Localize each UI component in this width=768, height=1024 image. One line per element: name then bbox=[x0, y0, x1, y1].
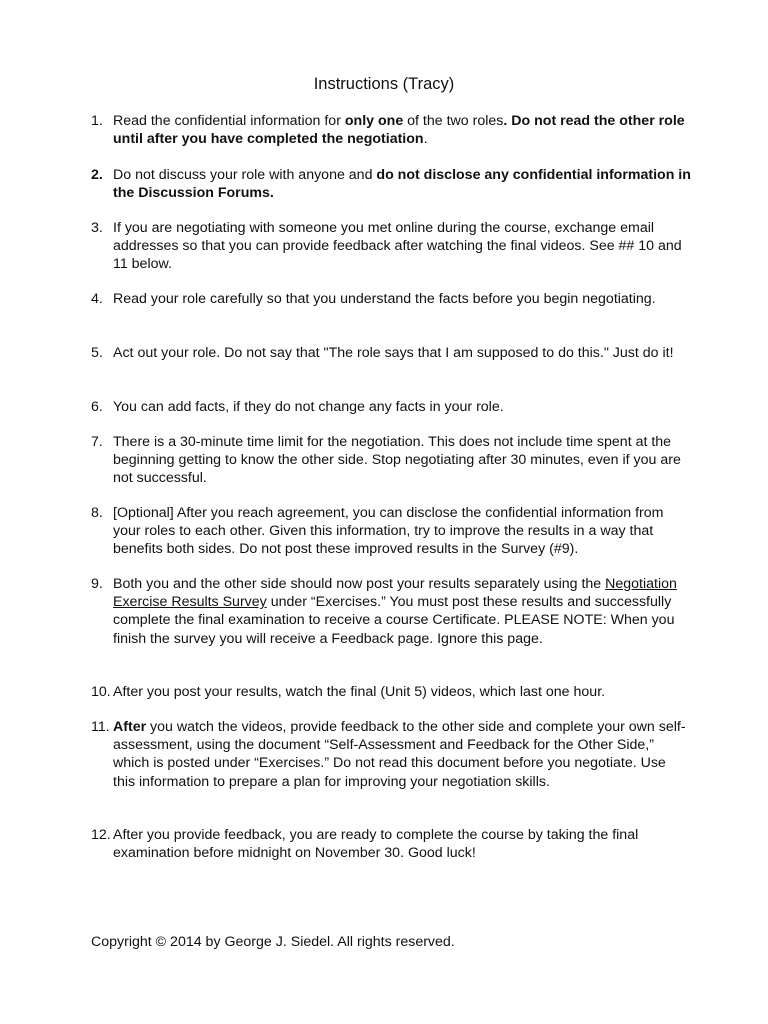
text-segment: Do not discuss your role with anyone and bbox=[113, 167, 377, 183]
text-segment: Both you and the other side should now post your results separately using the bbox=[113, 576, 606, 592]
text-segment: [Optional] After you reach agreement, you can disclose the confidential information from your roles to each other. Given this information, try to improve the results in a way that benefits both sides. Do not post these improved results in the Survey (#9). bbox=[113, 505, 664, 558]
list-item bbox=[91, 575, 691, 648]
text-segment: Read your role carefully so that you understand the facts before you begin negotiating. bbox=[113, 291, 656, 307]
list-item-number: 7. bbox=[91, 434, 103, 450]
list-item-text bbox=[113, 718, 691, 791]
page-title: Instructions (Tracy) bbox=[313, 75, 455, 93]
list-item bbox=[91, 344, 691, 362]
list-item bbox=[91, 683, 691, 701]
list-item-text bbox=[113, 112, 691, 148]
emphasis-text: do not disclose any confidential information in the Discussion Forums. bbox=[113, 167, 691, 202]
text-segment: There is a 30-minute time limit for the negotiation. This does not include time spent at the beginning getting to know the other side. Stop negotiating after 30 minutes, even if you are not successful. bbox=[113, 434, 681, 487]
list-item-text bbox=[113, 166, 691, 202]
list-item-number: 1. bbox=[91, 113, 103, 129]
list-item-number: 3. bbox=[91, 220, 103, 236]
list-item-text bbox=[113, 290, 691, 308]
list-item bbox=[91, 219, 691, 274]
list-item-text bbox=[113, 219, 691, 274]
list-item-text bbox=[113, 575, 691, 648]
text-segment: After you post your results, watch the final (Unit 5) videos, which last one hour. bbox=[113, 684, 606, 700]
list-item bbox=[91, 433, 691, 488]
list-item bbox=[91, 718, 691, 791]
text-segment: Act out your role. Do not say that "The role says that I am supposed to do this." Just do it! bbox=[113, 345, 674, 361]
list-item-number: 9. bbox=[91, 576, 103, 592]
text-segment: you watch the videos, provide feedback to the other side and complete your own self-assessment, using the document “Self-Assessment and Feedback for the Other Side,” which is posted under “Exercises.” Do not read this document before you negotiate. Use this information to prepare a plan for improving your negotiation skills. bbox=[113, 719, 686, 790]
list-item-text bbox=[113, 433, 691, 488]
list-item-number: 5. bbox=[91, 345, 103, 361]
list-item bbox=[91, 290, 691, 308]
list-item-number: 11. bbox=[91, 719, 110, 735]
list-item-text bbox=[113, 683, 691, 701]
list-item-number: 2. bbox=[91, 167, 103, 183]
list-item bbox=[91, 826, 691, 862]
list-item-text bbox=[113, 344, 691, 362]
list-item bbox=[91, 112, 691, 148]
text-segment: Read the confidential information for bbox=[113, 113, 345, 129]
list-item bbox=[91, 504, 691, 559]
copyright-notice: Copyright © 2014 by George J. Siedel. All rights reserved. bbox=[91, 934, 455, 950]
list-item-number: 12. bbox=[91, 827, 111, 843]
text-segment: . bbox=[423, 131, 428, 148]
list-item-number: 6. bbox=[91, 399, 103, 415]
emphasis-text: only one bbox=[344, 113, 404, 129]
list-item bbox=[91, 166, 691, 202]
text-segment: You can add facts, if they do not change any facts in your role. bbox=[113, 399, 504, 415]
emphasis-text: . Do not read the other role until after you have completed the negotiation bbox=[113, 113, 685, 148]
text-segment: After you provide feedback, you are ready to complete the course by taking the final examination before midnight on November 30. Good luck! bbox=[113, 827, 639, 862]
list-item-text bbox=[113, 504, 691, 559]
text-segment: If you are negotiating with someone you met online during the course, exchange email addresses so that you can provide feedback after watching the final videos. See ## 10 and 11 below. bbox=[113, 220, 682, 273]
list-item bbox=[91, 398, 691, 416]
emphasis-text: After bbox=[113, 719, 147, 735]
text-segment: of the two roles bbox=[403, 113, 504, 129]
text-segment: under “Exercises.” You must post these results and successfully complete the final examination to receive a course Certificate. PLEASE NOTE: When you finish the survey you will receive a Feedback page. Ignore this page. bbox=[113, 594, 675, 647]
survey-reference: Negotiation Exercise Results Survey bbox=[113, 576, 677, 611]
list-item-number: 4. bbox=[91, 291, 103, 307]
list-item-number: 8. bbox=[91, 505, 103, 521]
list-item-text bbox=[113, 398, 691, 416]
list-item-text bbox=[113, 826, 691, 862]
list-item-number: 10. bbox=[91, 684, 111, 700]
